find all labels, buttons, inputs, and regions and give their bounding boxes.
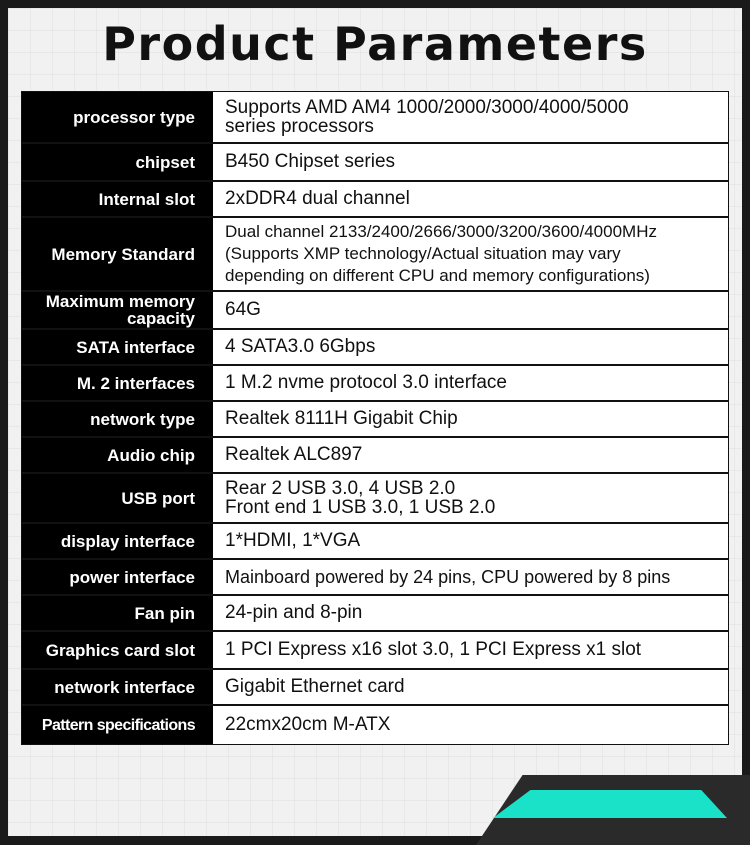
row-label: Maximum memory capacity (22, 292, 213, 328)
row-value: 1 M.2 nvme protocol 3.0 interface (213, 366, 728, 400)
row-label: network interface (22, 670, 213, 704)
row-label: Audio chip (22, 438, 213, 472)
table-row (22, 474, 728, 524)
spec-table (21, 91, 729, 745)
table-row (22, 632, 728, 670)
row-label: Fan pin (22, 596, 213, 630)
row-label: Graphics card slot (22, 632, 213, 668)
row-value: 24-pin and 8-pin (213, 596, 728, 630)
table-row (22, 706, 728, 744)
row-value: Supports AMD AM4 1000/2000/3000/4000/5000 series processors (213, 92, 728, 142)
row-label: Memory Standard (22, 218, 213, 290)
page-title: Product Parameters (102, 17, 648, 71)
row-label: chipset (22, 144, 213, 180)
table-row (22, 596, 728, 632)
row-value: 64G (213, 292, 728, 328)
row-value: 2xDDR4 dual channel (213, 182, 728, 216)
row-value: 1 PCI Express x16 slot 3.0, 1 PCI Express x1 slot (213, 632, 728, 668)
table-row (22, 560, 728, 596)
row-label: USB port (22, 474, 213, 522)
row-value: B450 Chipset series (213, 144, 728, 180)
row-label: power interface (22, 560, 213, 594)
row-value: Rear 2 USB 3.0, 4 USB 2.0 Front end 1 USB 3.0, 1 USB 2.0 (213, 474, 728, 522)
row-value: Realtek 8111H Gigabit Chip (213, 402, 728, 436)
row-value: Gigabit Ethernet card (213, 670, 728, 704)
row-label: M. 2 interfaces (22, 366, 213, 400)
table-row (22, 438, 728, 474)
table-row (22, 144, 728, 182)
row-value: Realtek ALC897 (213, 438, 728, 472)
row-label: Pattern specifications (22, 706, 213, 744)
row-label: network type (22, 402, 213, 436)
row-value: 4 SATA3.0 6Gbps (213, 330, 728, 364)
table-row (22, 330, 728, 366)
table-row (22, 182, 728, 218)
row-value: Mainboard powered by 24 pins, CPU powered by 8 pins (213, 560, 728, 594)
table-row (22, 366, 728, 402)
row-label: SATA interface (22, 330, 213, 364)
row-label: Internal slot (22, 182, 213, 216)
row-value: 1*HDMI, 1*VGA (213, 524, 728, 558)
decorative-accent-stripe (493, 790, 727, 818)
row-value: 22cmx20cm M-ATX (213, 706, 728, 744)
row-value: Dual channel 2133/2400/2666/3000/3200/3600/4000MHz (Supports XMP technology/Actual situation may vary depending on different CPU and memory configurations) (213, 218, 728, 290)
row-label: display interface (22, 524, 213, 558)
table-row (22, 402, 728, 438)
table-row (22, 218, 728, 292)
table-row (22, 92, 728, 144)
table-row (22, 670, 728, 706)
row-label: processor type (22, 92, 213, 142)
table-row (22, 524, 728, 560)
table-row (22, 292, 728, 330)
